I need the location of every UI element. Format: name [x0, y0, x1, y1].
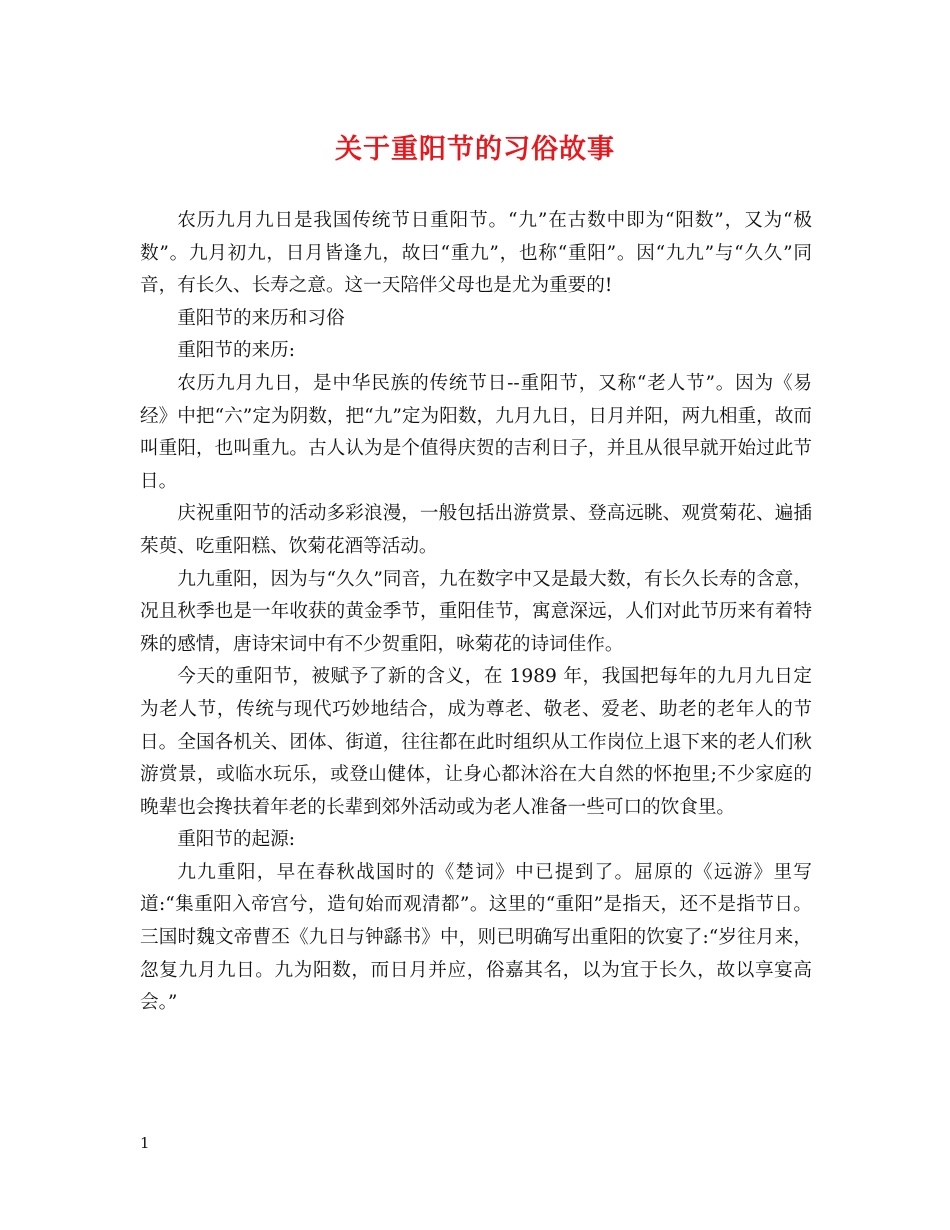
page-number: 1 [140, 1134, 150, 1152]
document-body [140, 205, 812, 1020]
section-heading-history-customs: 重阳节的来历和习俗 [177, 307, 345, 329]
meaning-paragraph: 九九重阳，因为与“久久”同音，九在数字中又是最大数，有长久长寿的含意，况且秋季也是一年收获的黄金季节，重阳佳节，寓意深远，人们对此节历来有着特殊的感情，唐诗宋词中有不少贺重阳，咏菊花的诗词佳作。 [140, 568, 812, 655]
document-title: 关于重阳节的习俗故事 [335, 134, 615, 165]
history-paragraph: 农历九月九日，是中华民族的传统节日--重阳节，又称“老人节”。因为《易经》中把“六”定为阴数，把“九”定为阳数，九月九日，日月并阳，两九相重，故而叫重阳，也叫重九。古人认为是个值得庆贺的吉利日子，并且从很早就开始过此节日。 [140, 372, 812, 492]
activities-paragraph: 庆祝重阳节的活动多彩浪漫，一般包括出游赏景、登高远眺、观赏菊花、遍插茱萸、吃重阳糕、饮菊花酒等活动。 [140, 503, 812, 557]
intro-paragraph: 农历九月九日是我国传统节日重阳节。“九”在古数中即为“阳数”，又为“极数”。九月初九，日月皆逢九，故曰“重九”，也称“重阳”。因“九九”与“久久”同音，有长久、长寿之意。这一天陪伴父母也是尤为重要的! [140, 210, 812, 297]
origin-paragraph: 九九重阳，早在春秋战国时的《楚词》中已提到了。屈原的《远游》里写道:“集重阳入帝宫兮，造旬始而观清都”。这里的“重阳”是指天，还不是指节日。三国时魏文帝曹丕《九日与钟繇书》中，则已明确写出重阳的饮宴了:“岁往月来，忽复九月九日。九为阳数，而日月并应，俗嘉其名，以为宜于长久，故以享宴高会。” [140, 861, 812, 1014]
modern-paragraph: 今天的重阳节，被赋予了新的含义，在 1989 年，我国把每年的九月九日定为老人节，传统与现代巧妙地结合，成为尊老、敬老、爱老、助老的老年人的节日。全国各机关、团体、街道，往往都在此时组织从工作岗位上退下来的老人们秋游赏景，或临水玩乐，或登山健体，让身心都沐浴在大自然的怀抱里;不少家庭的晚辈也会搀扶着年老的长辈到郊外活动或为老人准备一些可口的饮食里。 [140, 666, 812, 818]
section-heading-origin: 重阳节的起源: [177, 829, 296, 851]
section-heading-history: 重阳节的来历: [177, 340, 296, 362]
